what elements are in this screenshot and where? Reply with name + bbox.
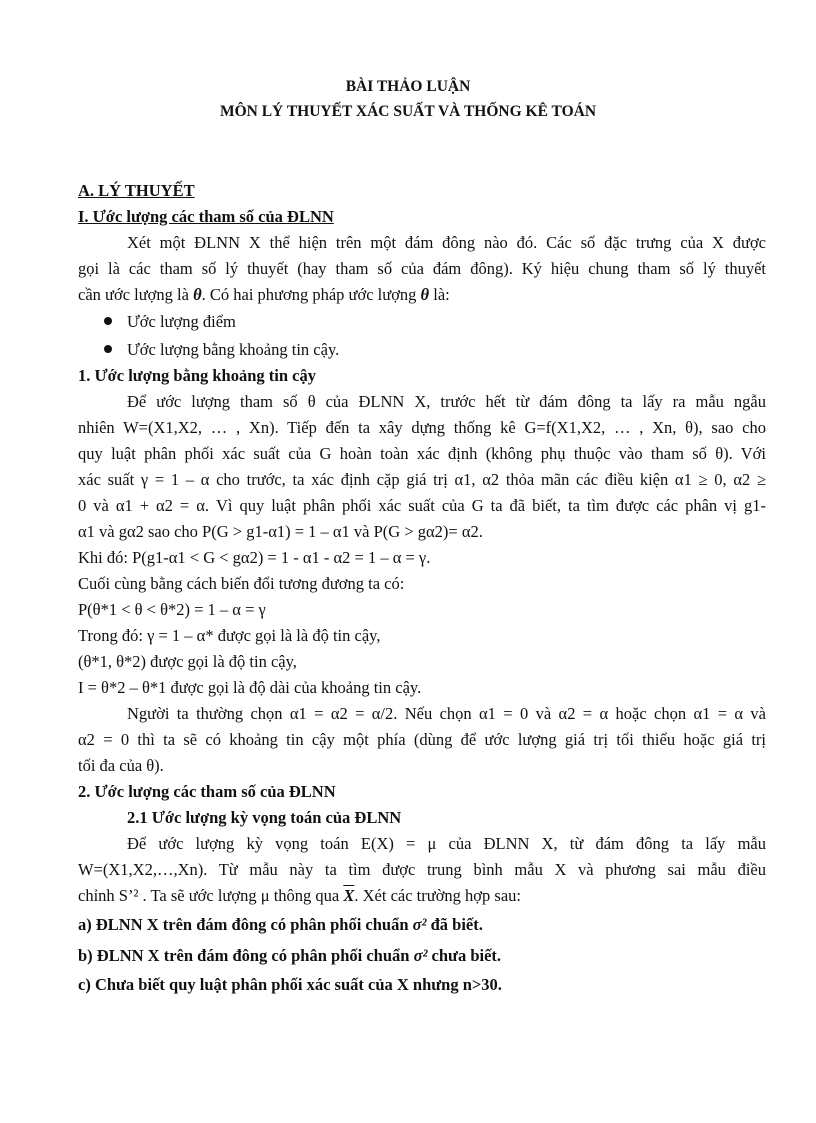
case-b-end: chưa biết. bbox=[427, 946, 502, 965]
bullet-item-1: Ước lượng điểm bbox=[127, 312, 236, 331]
sub1-line-4: xác suất γ = 1 – α cho trước, ta xác định cặp giá trị α1, α2 thỏa mãn các điều kiện α1 ≥ 0, α2 ≥ bbox=[78, 470, 766, 489]
sub1-line-14: α2 = 0 thì ta sẽ có khoảng tin cậy một phía (dùng để ước lượng giá trị tối thiểu hoặc giá trị bbox=[78, 730, 766, 749]
case-a-end: đã biết. bbox=[426, 915, 483, 934]
sub1-line-8: Cuối cùng bằng cách biến đổi tương đương ta có: bbox=[78, 574, 405, 593]
sub1-line-5: 0 và α1 + α2 = α. Vì quy luật phân phối xác suất của G ta đã biết, ta tìm được các phân vị g1- bbox=[78, 496, 766, 515]
sub1-line-10: Trong đó: γ = 1 – α* được gọi là là độ tin cậy, bbox=[78, 626, 381, 645]
case-b-text: b) ĐLNN X trên đám đông có phân phối chuẩn bbox=[78, 946, 414, 965]
sub1-line-1: Để ước lượng tham số θ của ĐLNN X, trước hết từ đám đông ta lấy ra mẫu ngẫu bbox=[127, 392, 766, 411]
x-bar-symbol: $\overline{X}$ bbox=[343, 886, 355, 905]
case-b bbox=[78, 943, 766, 969]
theta-symbol: θ bbox=[193, 285, 202, 304]
case-a bbox=[78, 912, 766, 938]
intro-line-3-a: cần ước lượng là bbox=[78, 285, 194, 304]
subsection-1-heading: 1. Ước lượng bằng khoảng tin cậy bbox=[78, 366, 316, 385]
document-subtitle: MÔN LÝ THUYẾT XÁC SUẤT VÀ THỐNG KÊ TOÁN bbox=[219, 103, 597, 120]
theta-symbol-2: θ bbox=[420, 285, 430, 304]
sub1-line-3: quy luật phân phối xác suất của G hoàn toàn xác định (không phụ thuộc vào tham số θ). Với bbox=[78, 444, 766, 463]
sub2-line-2: W=(X1,X2,…,Xn). Từ mẫu này ta tìm được trung bình mẫu X và phương sai mẫu điều bbox=[78, 860, 766, 879]
sub1-line-12: I = θ*2 – θ*1 được gọi là độ dài của khoảng tin cậy. bbox=[78, 678, 422, 697]
bullet-item-2: Ước lượng bằng khoảng tin cậy. bbox=[127, 340, 340, 359]
case-a-text: a) ĐLNN X trên đám đông có phân phối chuẩn bbox=[78, 915, 413, 934]
subsection-2-1-heading: 2.1 Ước lượng kỳ vọng toán của ĐLNN bbox=[127, 808, 402, 827]
subsection-2-heading: 2. Ước lượng các tham số của ĐLNN bbox=[78, 782, 336, 801]
sigma-squared: σ² bbox=[413, 946, 428, 965]
intro-line-2: gọi là các tham số lý thuyết (hay tham số của đám đông). Ký hiệu chung tham số lý thuyết bbox=[78, 259, 766, 278]
sub2-line-1: Để ước lượng kỳ vọng toán E(X) = μ của ĐLNN X, từ đám đông ta lấy mẫu bbox=[127, 834, 766, 853]
sub1-line-11: (θ*1, θ*2) được gọi là độ tin cậy, bbox=[78, 652, 297, 671]
sigma-squared: σ² bbox=[412, 915, 427, 934]
sub1-line-9: P(θ*1 < θ < θ*2) = 1 – α = γ bbox=[78, 600, 266, 619]
sub1-line-15: tối đa của θ). bbox=[78, 756, 164, 775]
intro-line-3-c: là: bbox=[429, 285, 450, 304]
sub1-line-6: α1 và gα2 sao cho P(G > g1-α1) = 1 – α1 và P(G > gα2)= α2. bbox=[78, 522, 483, 541]
intro-line-3-b: . Có hai phương pháp ước lượng bbox=[201, 285, 421, 304]
document-title: BÀI THẢO LUẬN bbox=[345, 78, 471, 95]
sub2-line-3-b: . Xét các trường hợp sau: bbox=[354, 886, 521, 905]
sub1-line-2: nhiên W=(X1,X2, … , Xn). Tiếp đến ta xây dựng thống kê G=f(X1,X2, … , Xn, θ), sao cho bbox=[78, 418, 766, 437]
sub1-line-7: Khi đó: P(g1-α1 < G < gα2) = 1 - α1 - α2 = 1 – α = γ. bbox=[78, 548, 431, 567]
intro-line-3 bbox=[78, 282, 766, 308]
sub1-line-13: Người ta thường chọn α1 = α2 = α/2. Nếu chọn α1 = 0 và α2 = α hoặc chọn α1 = α và bbox=[127, 704, 766, 723]
sub2-line-3 bbox=[78, 883, 766, 909]
intro-line-1: Xét một ĐLNN X thể hiện trên một đám đông nào đó. Các số đặc trưng của X được bbox=[127, 233, 766, 252]
bullet-dot bbox=[104, 317, 112, 325]
sub2-line-3-a: chỉnh S’² . Ta sẽ ước lượng μ thông qua bbox=[78, 886, 344, 905]
case-c: c) Chưa biết quy luật phân phối xác suất của X nhưng n>30. bbox=[78, 975, 502, 994]
section-i-heading: I. Ước lượng các tham số của ĐLNN bbox=[78, 207, 334, 226]
section-a-heading: A. LÝ THUYẾT bbox=[78, 181, 195, 200]
bullet-dot bbox=[104, 345, 112, 353]
